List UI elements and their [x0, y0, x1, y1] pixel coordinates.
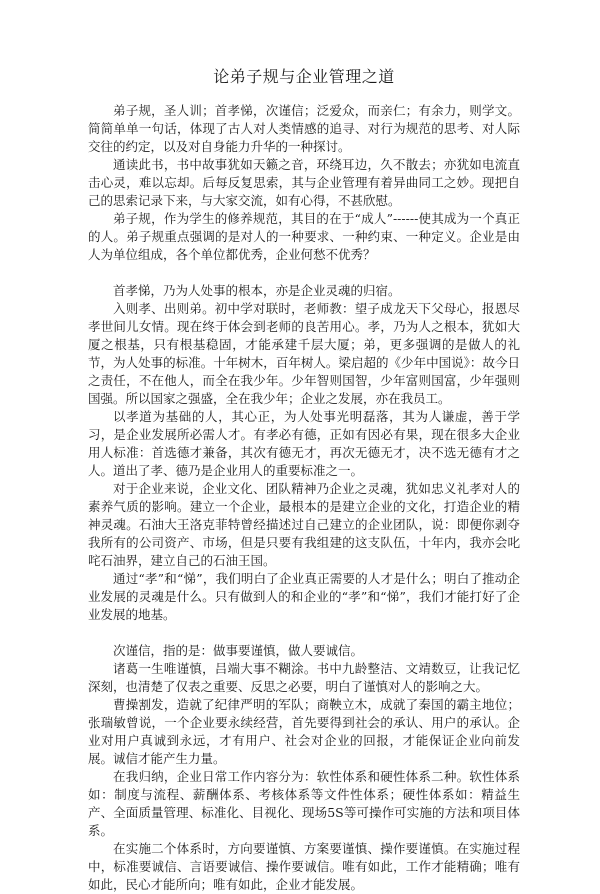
paragraph: 首孝悌，乃为人处事的根本，亦是企业灵魂的归宿。 — [113, 283, 401, 298]
paragraph: 弟子规，作为学生的修养规范，其目的在于“成人”------使其成为一个真正的人。弟子规重点强调的是对人的一种要求、一种约束、一种定义。企业是由人为单位组成，各个单位都优秀，企业何愁不优秀？ — [88, 211, 520, 262]
paragraph: 诸葛一生唯谨慎，吕端大事不糊涂。书中九龄整洁、文靖数豆，让我记忆深刻，也清楚了仅表之重要、反思之必要，明白了谨慎对人的影响之大。 — [88, 661, 520, 694]
section-gap — [88, 264, 520, 282]
section-jinxin — [88, 642, 520, 894]
paragraph: 通过“孝”和“悌”，我们明白了企业真正需要的人才是什么；明白了推动企业发展的灵魂是什么。只有做到人的和企业的“孝”和“悌”，我们才能打好了企业发展的地基。 — [88, 571, 520, 622]
section-intro — [88, 102, 520, 264]
paragraph: 以孝道为基础的人，其心正，为人处事光明磊落，其为人谦虚，善于学习，是企业发展所必需人才。有孝必有德，正如有因必有果，现在很多大企业用人标准：首选德才兼备，其次有德无才，再次无德无才，决不选无德有才之人。道出了孝、德乃是企业用人的重要标准之一。 — [88, 409, 520, 478]
paragraph: 对于企业来说，企业文化、团队精神乃企业之灵魂，犹如忠义礼孝对人的素养气质的影响。建立一个企业，最根本的是建立企业的文化，打造企业的精神灵魂。石油大王洛克菲特曾经描述过自己建立的企业团队，说：即便你剥夺我所有的公司资产、市场，但是只要有我组建的这支队伍，十年内，我亦会叱咤石油界，建立自己的石油王国。 — [88, 481, 520, 568]
paragraph: 弟子规，圣人训；首孝悌，次谨信；泛爱众，而亲仁；有余力，则学文。简简单单一句话，体现了古人对人类情感的追寻、对行为规范的思考、对人际交往的约定，以及对自身能力升华的一种探讨。 — [88, 103, 520, 154]
paragraph: 曹操割发，造就了纪律严明的军队；商鞅立木，成就了秦国的霸主地位；张瑞敏曾说，一个企业要永续经营，首先要得到社会的承认、用户的承认。企业对用户真诚到永远，才有用户、社会对企业的回报，才能保证企业向前发展。诚信才能产生力量。 — [88, 697, 520, 766]
paragraph: 次谨信，指的是：做事要谨慎，做人要诚信。 — [113, 643, 364, 658]
paragraph: 在我归纳，企业日常工作内容分为：软性体系和硬性体系二种。软性体系如：制度与流程、薪酬体系、考核体系等文件性体系；硬性体系如：精益生产、全面质量管理、标准化、目视化、现场5S等可操作可实施的方法和项目体系。 — [88, 769, 520, 838]
document-page — [88, 66, 520, 894]
paragraph: 入则孝、出则弟。初中学对联时，老师教：望子成龙天下父母心，报恩尽孝世间儿女情。现在终于体会到老师的良苦用心。孝，乃为人之根本，犹如大厦之根基，只有根基稳固，才能承建千层大厦；弟，更多强调的是做人的礼节，为人处事的标准。十年树木，百年树人。梁启超的《少年中国说》：故今日之责任，不在他人，而全在我少年。少年智则国智，少年富则国富，少年强则国强。所以国家之强盛，全在我少年；企业之发展，亦在我员工。 — [88, 301, 520, 406]
section-gap — [88, 624, 520, 642]
paragraph: 在实施二个体系时，方向要谨慎、方案要谨慎、操作要谨慎。在实施过程中，标准要诚信、言语要诚信、操作要诚信。唯有如此，工作才能精确；唯有如此，民心才能所向；唯有如此，企业才能发展。 — [88, 841, 520, 892]
paragraph: 通读此书，书中故事犹如天籁之音，环绕耳边，久不散去；亦犹如电流直击心灵，难以忘却。后每反复思索，其与企业管理有着异曲同工之妙。现把自己的思索记录下来，与大家交流，如有心得，不甚欣慰。 — [88, 157, 520, 208]
page-title: 论弟子规与企业管理之道 — [213, 67, 395, 86]
section-xiaoti — [88, 282, 520, 624]
